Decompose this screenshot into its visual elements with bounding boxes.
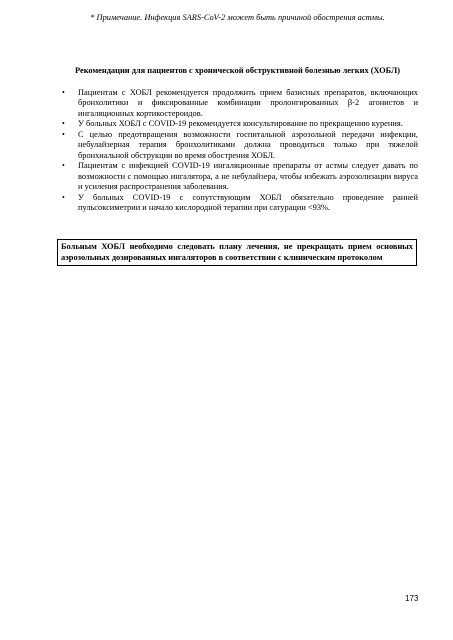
asthma-note: * Примечание. Инфекция SARS-CoV-2 может быть причиной обострения астмы.	[90, 13, 385, 22]
list-item-text: У больных ХОБЛ с COVID-19 рекомендуется консультирование по прекращению курения.	[78, 119, 403, 129]
bullet-icon: •	[62, 88, 65, 97]
bullet-icon: •	[62, 192, 65, 202]
list-item-text: Пациентам с ХОБЛ рекомендуется продолжить прием базисных препаратов, включающих бронхолитики и фиксированные комбинации пролонгированных β-2 агонистов и ингаляционных кортикостероидов.	[78, 88, 418, 118]
list-item	[62, 193, 418, 214]
list-item-text: У больных COVID-19 с сопутствующим ХОБЛ обязательно проведение ранней пульсоксиметрии и начало кислородной терапии при сатурации <93%.	[78, 192, 418, 212]
list-item	[62, 88, 418, 119]
page-number: 173	[405, 594, 419, 603]
list-item-text: Пациентам с инфекцией COVID-19 ингаляционные препараты от астмы следует давать по возможности с помощью ингалятора, а не небулайзера, чтобы избежать аэрозолизации вируса и усиления распространения заболевания.	[78, 161, 418, 192]
copd-recommendations-list	[62, 88, 418, 213]
list-item	[62, 161, 418, 192]
copd-section-title: Рекомендации для пациентов с хронической обструктивной болезнью легких (ХОБЛ)	[74, 66, 401, 75]
bullet-icon: •	[62, 119, 65, 129]
list-item-text: С целью предотвращения возможности госпитальной аэрозольной передачи инфекции, небулайзерная терапия бронхолитиками должна проводиться только при тяжелой бронхиальной обструкции во время обострения ХОБЛ.	[78, 129, 418, 160]
bullet-icon: •	[62, 129, 65, 139]
list-item	[62, 119, 418, 129]
list-item	[62, 130, 418, 161]
copd-treatment-callout: Больным ХОБЛ необходимо следовать плану лечения, не прекращать прием основных аэрозольных дозированных ингаляторов в соответствии с клиническим протоколом	[57, 239, 417, 266]
bullet-icon: •	[62, 161, 65, 171]
